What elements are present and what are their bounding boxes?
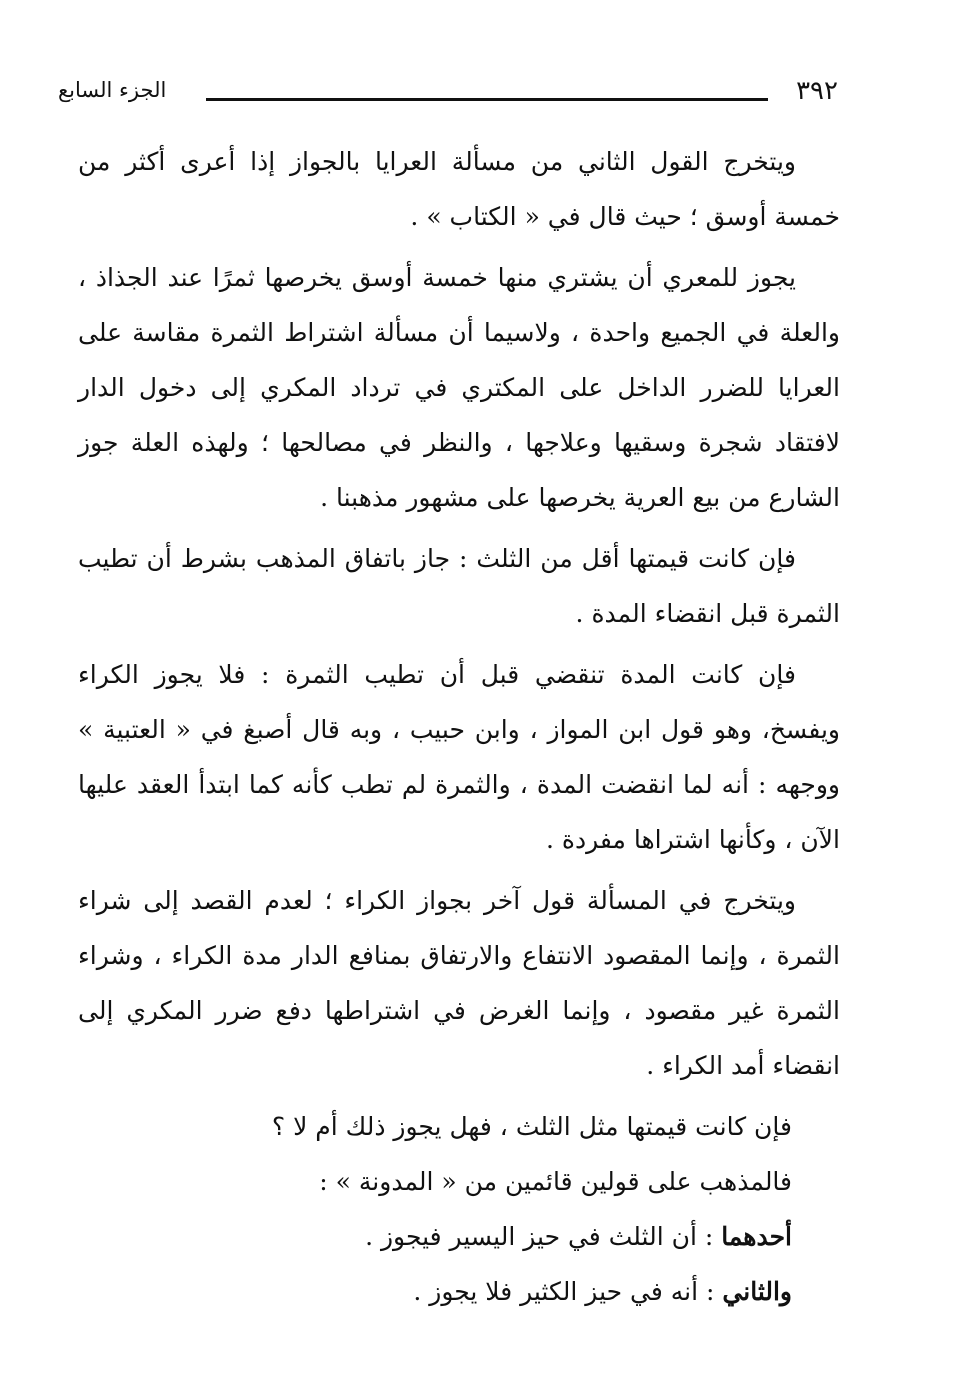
opinions-block	[78, 1099, 840, 1319]
page-number: ٣٩٢	[796, 76, 838, 106]
paragraph: فإن كانت قيمتها أقل من الثلث : جاز باتفاق المذهب بشرط أن تطيب الثمرة قبل انقضاء المدة .	[78, 544, 840, 628]
page-header	[58, 72, 838, 112]
madhhab-line: فالمذهب على قولين قائمين من « المدونة » :	[319, 1167, 792, 1196]
opinion-term: أحدهما	[721, 1222, 792, 1251]
opinion-term: والثاني	[722, 1277, 792, 1306]
page-body	[78, 134, 840, 1319]
question-line: فإن كانت قيمتها مثل الثلث ، فهل يجوز ذلك أم لا ؟	[271, 1112, 792, 1141]
header-rule	[206, 98, 768, 101]
paragraph: ويتخرج في المسألة قول آخر بجواز الكراء ؛ لعدم القصد إلى شراء الثمرة ، وإنما المقصود الانتفاع والارتفاق بمنافع الدار مدة الكراء ، وشراء الثمرة غير مقصود ، وإنما الغرض في اشتراطها دفع ضرر المكري إلى انقضاء أمد الكراء .	[78, 886, 840, 1080]
paragraph: ويتخرج القول الثاني من مسألة العرايا بالجواز إذا أعرى أكثر من خمسة أوسق ؛ حيث قال في « الكتاب » .	[78, 147, 840, 231]
opinion-text: : أن الثلث في حيز اليسير فيجوز .	[365, 1222, 722, 1251]
paragraph: يجوز للمعري أن يشتري منها خمسة أوسق يخرصها ثمرًا عند الجذاذ ، والعلة في الجميع واحدة ، ولاسيما أن مسألة اشتراط الثمرة مقاسة على العرايا للضرر الداخل على المكتري في ترداد المكري إلى دخول الدار لافتقاد شجرة وسقيها وعلاجها ، والنظر في مصالحها ؛ ولهذه العلة جوز الشارع من بيع العرية يخرصها على مشهور مذهبنا .	[78, 263, 840, 512]
opinion-item	[78, 1264, 792, 1319]
paragraph: فإن كانت المدة تنقضي قبل أن تطيب الثمرة : فلا يجوز الكراء ويفسخ، وهو قول ابن المواز ، وابن حبيب ، وبه قال أصبغ في « العتبية » ووجهه : أنه لما انقضت المدة ، والثمرة لم تطب كأنه كما ابتدأ العقد عليها الآن ، وكأنها اشتراها مفردة .	[78, 660, 840, 854]
volume-title: الجزء السابع	[58, 78, 167, 102]
opinion-text: : أنه في حيز الكثير فلا يجوز .	[413, 1277, 723, 1306]
opinion-item	[78, 1209, 792, 1264]
